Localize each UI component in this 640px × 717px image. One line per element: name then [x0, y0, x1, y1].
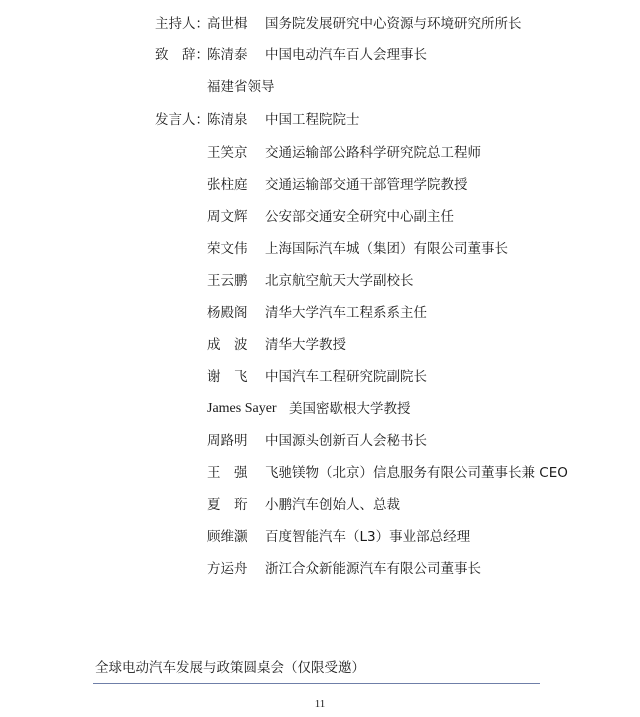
speaker-title: 交通运输部交通干部管理学院教授: [265, 177, 468, 193]
speech-label: 致 辞：: [155, 47, 209, 63]
speaker-name: 方运舟: [207, 561, 248, 577]
speaker-name: 夏 珩: [207, 497, 248, 513]
speaker-row: [0, 270, 640, 292]
speaker-name: 成 波: [207, 337, 248, 353]
speaker-title: 小鹏汽车创始人、总裁: [265, 497, 400, 513]
speaker-name: 谢 飞: [207, 369, 248, 385]
speaker-name: 周文辉: [207, 209, 248, 225]
speaker-row: [0, 334, 640, 356]
speaker-title: 清华大学汽车工程系系主任: [265, 305, 427, 321]
speech-extra-row: [0, 76, 640, 98]
speakers-label: 发言人：: [155, 112, 209, 128]
speaker-row: [0, 398, 640, 420]
host-row: [0, 13, 640, 35]
speaker-title: 公安部交通安全研究中心副主任: [265, 209, 454, 225]
speaker-title: 中国工程院院士: [265, 112, 360, 128]
speaker-title: 百度智能汽车（L3）事业部总经理: [265, 529, 471, 545]
speaker-title: 上海国际汽车城（集团）有限公司董事长: [265, 241, 508, 257]
footer-divider: [93, 683, 540, 684]
speaker-title: 北京航空航天大学副校长: [265, 273, 414, 289]
speaker-row: [0, 142, 640, 164]
speaker-title: 清华大学教授: [265, 337, 346, 353]
speaker-title: 中国源头创新百人会秘书长: [265, 433, 427, 449]
speaker-row: [0, 206, 640, 228]
speaker-row: [0, 174, 640, 196]
speaker-name: 陈清泉: [207, 112, 248, 128]
speech-row: [0, 44, 640, 66]
speaker-name: 周路明: [207, 433, 248, 449]
speaker-name: 王云鹏: [207, 273, 248, 289]
speaker-title: 飞驰镁物（北京）信息服务有限公司董事长兼 CEO: [265, 465, 568, 481]
speech-name: 陈清泰: [207, 47, 248, 63]
speaker-name: 顾维灏: [207, 529, 248, 545]
speaker-title: 浙江合众新能源汽车有限公司董事长: [265, 561, 481, 577]
footer-title: 全球电动汽车发展与政策圆桌会（仅限受邀）: [95, 660, 365, 676]
speaker-row: [0, 526, 640, 548]
speech-extra: 福建省领导: [207, 79, 275, 95]
speaker-row: [0, 366, 640, 388]
page-number: 11: [314, 698, 326, 710]
speaker-name: James Sayer: [207, 401, 277, 416]
speaker-name: 王 强: [207, 465, 248, 481]
host-name: 高世楫: [207, 16, 248, 32]
speaker-name: 张柱庭: [207, 177, 248, 193]
speaker-row: [0, 109, 640, 131]
host-label: 主持人：: [155, 16, 209, 32]
speaker-title: 交通运输部公路科学研究院总工程师: [265, 145, 481, 161]
speaker-row: [0, 238, 640, 260]
speaker-row: [0, 462, 640, 484]
speaker-title: 美国密歇根大学教授: [289, 401, 411, 417]
speaker-title: 中国汽车工程研究院副院长: [265, 369, 427, 385]
speaker-row: [0, 430, 640, 452]
speaker-name: 荣文伟: [207, 241, 248, 257]
speaker-name: 杨殿阁: [207, 305, 248, 321]
speaker-row: [0, 558, 640, 580]
speaker-row: [0, 494, 640, 516]
host-title: 国务院发展研究中心资源与环境研究所所长: [265, 16, 522, 32]
speaker-name: 王笑京: [207, 145, 248, 161]
speaker-row: [0, 302, 640, 324]
speech-title: 中国电动汽车百人会理事长: [265, 47, 427, 63]
